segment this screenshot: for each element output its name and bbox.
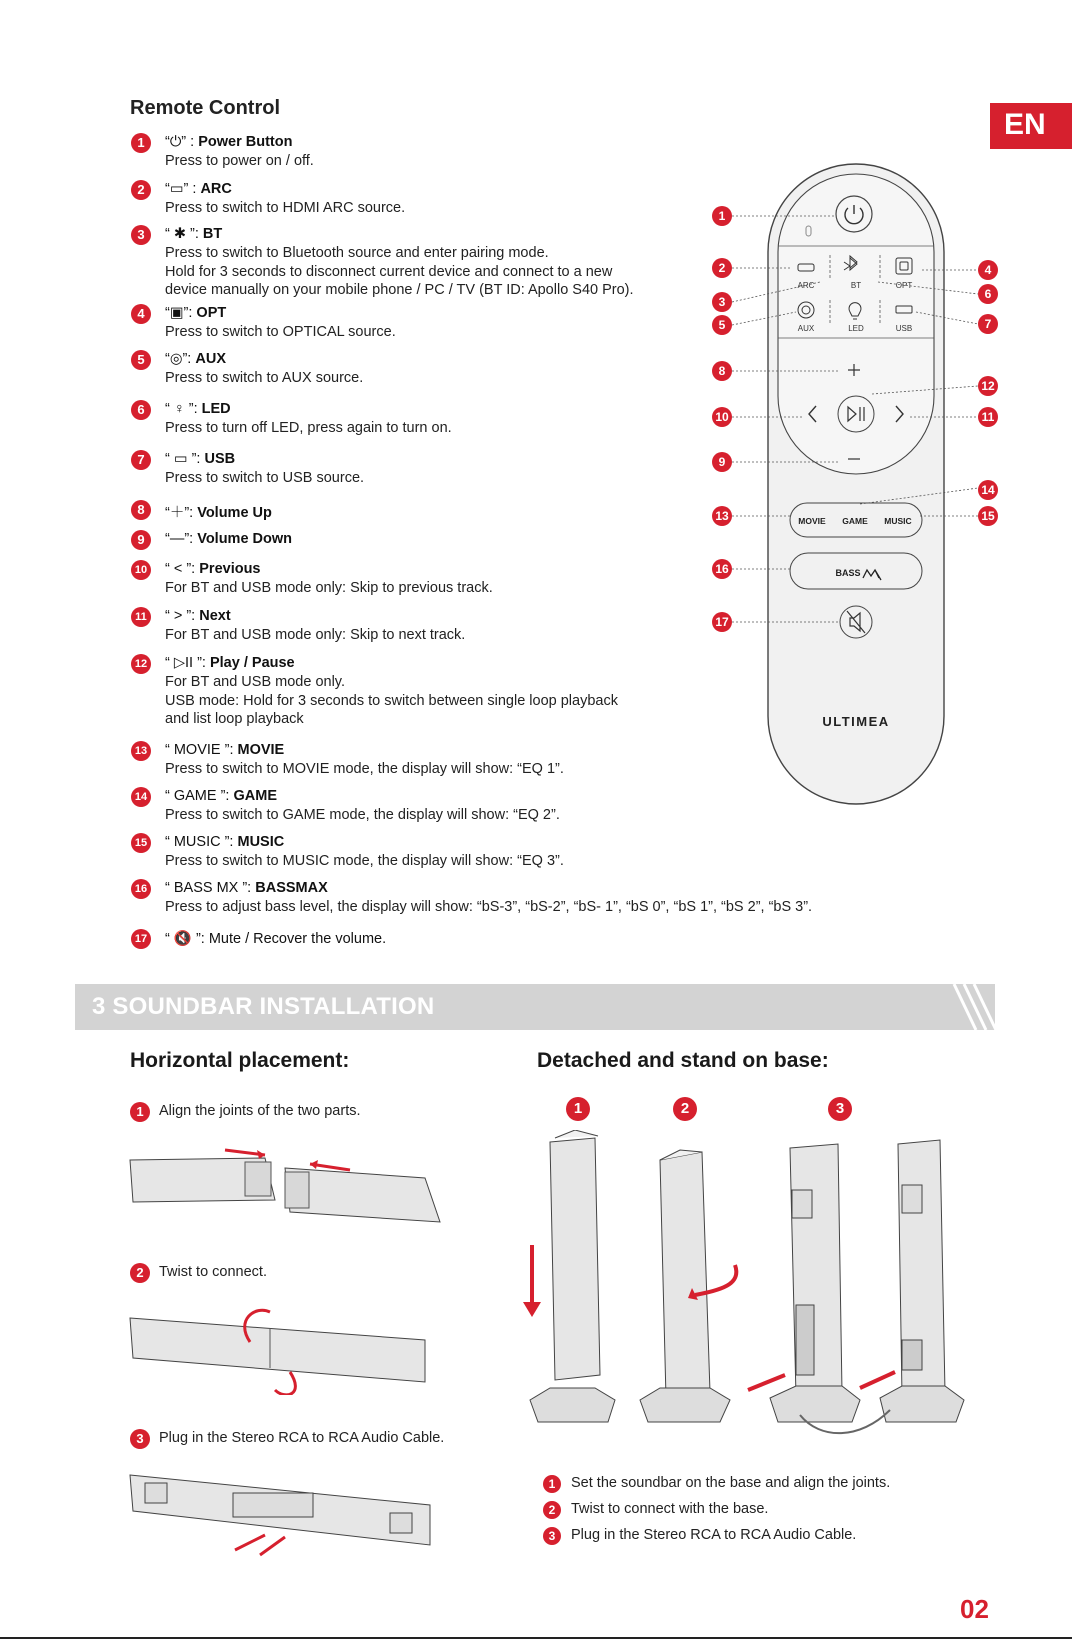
svg-text:13: 13 bbox=[715, 509, 729, 523]
horizontal-heading: Horizontal placement: bbox=[130, 1049, 350, 1072]
item-name: USB bbox=[204, 451, 236, 467]
item-desc-11-1: For BT and USB mode only: Skip to next track. bbox=[165, 627, 466, 643]
svg-text:8: 8 bbox=[718, 364, 726, 378]
item-symbol: “◎”: bbox=[165, 351, 196, 367]
item-name: MUSIC bbox=[237, 834, 285, 850]
page-number: 02 bbox=[960, 1594, 989, 1624]
d-step-text-1: Set the soundbar on the base and align the joints. bbox=[571, 1475, 891, 1491]
h-step-badge-3: 3 bbox=[130, 1429, 150, 1449]
item-name: Next bbox=[199, 608, 231, 624]
svg-text:14: 14 bbox=[981, 483, 995, 497]
item-title-1 bbox=[165, 134, 292, 150]
item-title-8 bbox=[165, 501, 272, 522]
item-title-14 bbox=[165, 788, 277, 804]
d-step-badge-2: 2 bbox=[543, 1501, 561, 1519]
item-title-9 bbox=[165, 531, 292, 547]
item-badge-11: 11 bbox=[131, 607, 151, 627]
svg-text:16: 16 bbox=[715, 562, 729, 576]
item-symbol: “ BASS MX ”: bbox=[165, 880, 256, 896]
item-desc-6-1: Press to turn off LED, press again to turn on. bbox=[165, 420, 452, 436]
item-badge-3: 3 bbox=[131, 225, 151, 245]
d-step-badge-3: 3 bbox=[543, 1527, 561, 1545]
remote-title: Remote Control bbox=[130, 97, 280, 119]
arc-label: ARC bbox=[797, 281, 815, 290]
item-symbol: “⏻” : bbox=[165, 134, 199, 150]
item-symbol: “▣”: bbox=[165, 305, 197, 321]
item-badge-7: 7 bbox=[131, 450, 151, 470]
item-badge-1: 1 bbox=[131, 133, 151, 153]
item-desc-3-3: device manually on your mobile phone / PC / TV (BT ID: Apollo S40 Pro). bbox=[165, 282, 634, 298]
item-badge-9: 9 bbox=[131, 530, 151, 550]
item-desc-4-1: Press to switch to OPTICAL source. bbox=[165, 324, 396, 340]
svg-text:15: 15 bbox=[981, 509, 995, 523]
item-desc-12-2: USB mode: Hold for 3 seconds to switch between single loop playback bbox=[165, 692, 618, 709]
item-desc-7-1: Press to switch to USB source. bbox=[165, 470, 365, 486]
item-title-10 bbox=[165, 561, 261, 577]
bass-label: BASS bbox=[835, 568, 861, 578]
item-badge-17: 17 bbox=[131, 929, 151, 949]
usb-label: USB bbox=[895, 324, 913, 333]
d-figure-num-2: 2 bbox=[673, 1097, 697, 1121]
item-name: OPT bbox=[196, 305, 227, 321]
remote-illustration bbox=[700, 160, 1030, 810]
illustration-twist-connect bbox=[125, 1300, 445, 1395]
h-step-text-1: Align the joints of the two parts. bbox=[159, 1103, 361, 1119]
item-symbol: “ ♀ ”: bbox=[165, 401, 202, 417]
item-badge-16: 16 bbox=[131, 879, 151, 899]
item-badge-4: 4 bbox=[131, 304, 151, 324]
item-badge-12: 12 bbox=[131, 654, 151, 674]
item-symbol: “▭” : bbox=[165, 181, 201, 197]
game-label: GAME bbox=[842, 516, 868, 526]
item-name: MOVIE bbox=[237, 742, 285, 758]
aux-label: AUX bbox=[797, 324, 815, 333]
item-desc-3-1: Press to switch to Bluetooth source and enter pairing mode. bbox=[165, 245, 549, 261]
item-symbol: “＋”: bbox=[165, 505, 198, 521]
item-name: Power Button bbox=[198, 134, 293, 150]
item-badge-2: 2 bbox=[131, 180, 151, 200]
svg-text:9: 9 bbox=[718, 455, 726, 469]
item-desc-2-1: Press to switch to HDMI ARC source. bbox=[165, 200, 406, 216]
svg-text:10: 10 bbox=[715, 410, 729, 424]
svg-text:6: 6 bbox=[984, 287, 992, 301]
language-tab-label: EN bbox=[1004, 108, 1046, 141]
item-symbol: “ > ”: bbox=[165, 608, 200, 624]
item-title-2 bbox=[165, 181, 232, 197]
item-name: Previous bbox=[199, 561, 261, 577]
item-badge-15: 15 bbox=[131, 833, 151, 853]
item-title-7 bbox=[165, 451, 235, 467]
illustration-align-joints bbox=[125, 1140, 445, 1235]
item-desc-1-1: Press to power on / off. bbox=[165, 153, 314, 169]
led-label: LED bbox=[848, 324, 864, 333]
item-badge-6: 6 bbox=[131, 400, 151, 420]
item-name: AUX bbox=[195, 351, 226, 367]
section-bar-slashes bbox=[950, 984, 998, 1030]
svg-text:1: 1 bbox=[718, 209, 726, 223]
item-badge-8: 8 bbox=[131, 500, 151, 520]
illustration-stand-on-base bbox=[520, 1130, 970, 1435]
item-symbol: “ MOVIE ”: bbox=[165, 742, 238, 758]
h-step-text-2: Twist to connect. bbox=[159, 1264, 267, 1280]
opt-label: OPT bbox=[895, 281, 913, 290]
item-name: Volume Up bbox=[197, 505, 272, 521]
svg-text:17: 17 bbox=[715, 615, 729, 629]
svg-text:3: 3 bbox=[718, 295, 726, 309]
item-name: BASSMAX bbox=[255, 880, 328, 896]
item-symbol: “—”: bbox=[165, 531, 198, 547]
h-step-badge-2: 2 bbox=[130, 1263, 150, 1283]
svg-text:12: 12 bbox=[981, 379, 995, 393]
svg-text:2: 2 bbox=[718, 261, 726, 275]
illustration-plug-rca bbox=[125, 1465, 445, 1560]
item-symbol: “ 🔇 ”: Mute / Recover the volume. bbox=[165, 931, 387, 947]
item-name: ARC bbox=[200, 181, 232, 197]
item-title-6 bbox=[165, 401, 231, 417]
movie-label: MOVIE bbox=[798, 516, 826, 526]
item-badge-10: 10 bbox=[131, 560, 151, 580]
bt-label: BT bbox=[850, 281, 862, 290]
item-desc-3-2: Hold for 3 seconds to disconnect current device and connect to a new bbox=[165, 263, 613, 280]
item-symbol: “ GAME ”: bbox=[165, 788, 234, 804]
item-title-12 bbox=[165, 655, 295, 671]
h-step-badge-1: 1 bbox=[130, 1102, 150, 1122]
brand-logo: ULTIMEA bbox=[822, 714, 890, 729]
svg-text:5: 5 bbox=[718, 318, 726, 332]
d-step-text-2: Twist to connect with the base. bbox=[571, 1501, 769, 1517]
svg-text:4: 4 bbox=[984, 263, 992, 277]
d-figure-num-1: 1 bbox=[566, 1097, 590, 1121]
item-desc-10-1: For BT and USB mode only: Skip to previous track. bbox=[165, 580, 493, 596]
item-title-16 bbox=[165, 880, 328, 896]
item-badge-5: 5 bbox=[131, 350, 151, 370]
d-step-badge-1: 1 bbox=[543, 1475, 561, 1493]
item-title-4 bbox=[165, 305, 226, 321]
music-label: MUSIC bbox=[884, 516, 912, 526]
item-title-13 bbox=[165, 742, 284, 758]
item-desc-14-1: Press to switch to GAME mode, the display will show: “EQ 2”. bbox=[165, 807, 560, 823]
item-name: GAME bbox=[233, 788, 277, 804]
d-step-text-3: Plug in the Stereo RCA to RCA Audio Cable. bbox=[571, 1527, 857, 1543]
item-title-11 bbox=[165, 608, 231, 624]
item-desc-16-1: Press to adjust bass level, the display will show: “bS-3”, “bS-2”, “bS- 1”, “bS 0”, “bS 1”, “bS 2”, “bS 3”. bbox=[165, 899, 813, 915]
section-title: 3 SOUNDBAR INSTALLATION bbox=[92, 993, 435, 1020]
item-symbol: “ MUSIC ”: bbox=[165, 834, 238, 850]
item-symbol: “ < ”: bbox=[165, 561, 200, 577]
item-badge-13: 13 bbox=[131, 741, 151, 761]
item-symbol: “ ▭ ”: bbox=[165, 451, 205, 467]
item-title-5 bbox=[165, 351, 226, 367]
d-figure-num-3: 3 bbox=[828, 1097, 852, 1121]
h-step-text-3: Plug in the Stereo RCA to RCA Audio Cable. bbox=[159, 1430, 445, 1446]
item-desc-12-3: and list loop playback bbox=[165, 711, 304, 727]
svg-text:11: 11 bbox=[981, 410, 995, 424]
item-title-3 bbox=[165, 226, 222, 242]
item-desc-13-1: Press to switch to MOVIE mode, the display will show: “EQ 1”. bbox=[165, 761, 564, 777]
item-name: Volume Down bbox=[197, 531, 293, 547]
item-name: LED bbox=[201, 401, 231, 417]
item-name: Play / Pause bbox=[209, 655, 295, 671]
item-desc-5-1: Press to switch to AUX source. bbox=[165, 370, 364, 386]
item-symbol: “ ▷II ”: bbox=[165, 655, 210, 671]
svg-text:7: 7 bbox=[984, 317, 992, 331]
item-title-17 bbox=[165, 930, 386, 947]
item-symbol: “ ✱ ”: bbox=[165, 226, 203, 242]
item-desc-15-1: Press to switch to MUSIC mode, the display will show: “EQ 3”. bbox=[165, 853, 564, 869]
item-desc-12-1: For BT and USB mode only. bbox=[165, 674, 345, 690]
detached-heading: Detached and stand on base: bbox=[537, 1049, 829, 1072]
item-title-15 bbox=[165, 834, 284, 850]
item-badge-14: 14 bbox=[131, 787, 151, 807]
item-name: BT bbox=[202, 226, 223, 242]
